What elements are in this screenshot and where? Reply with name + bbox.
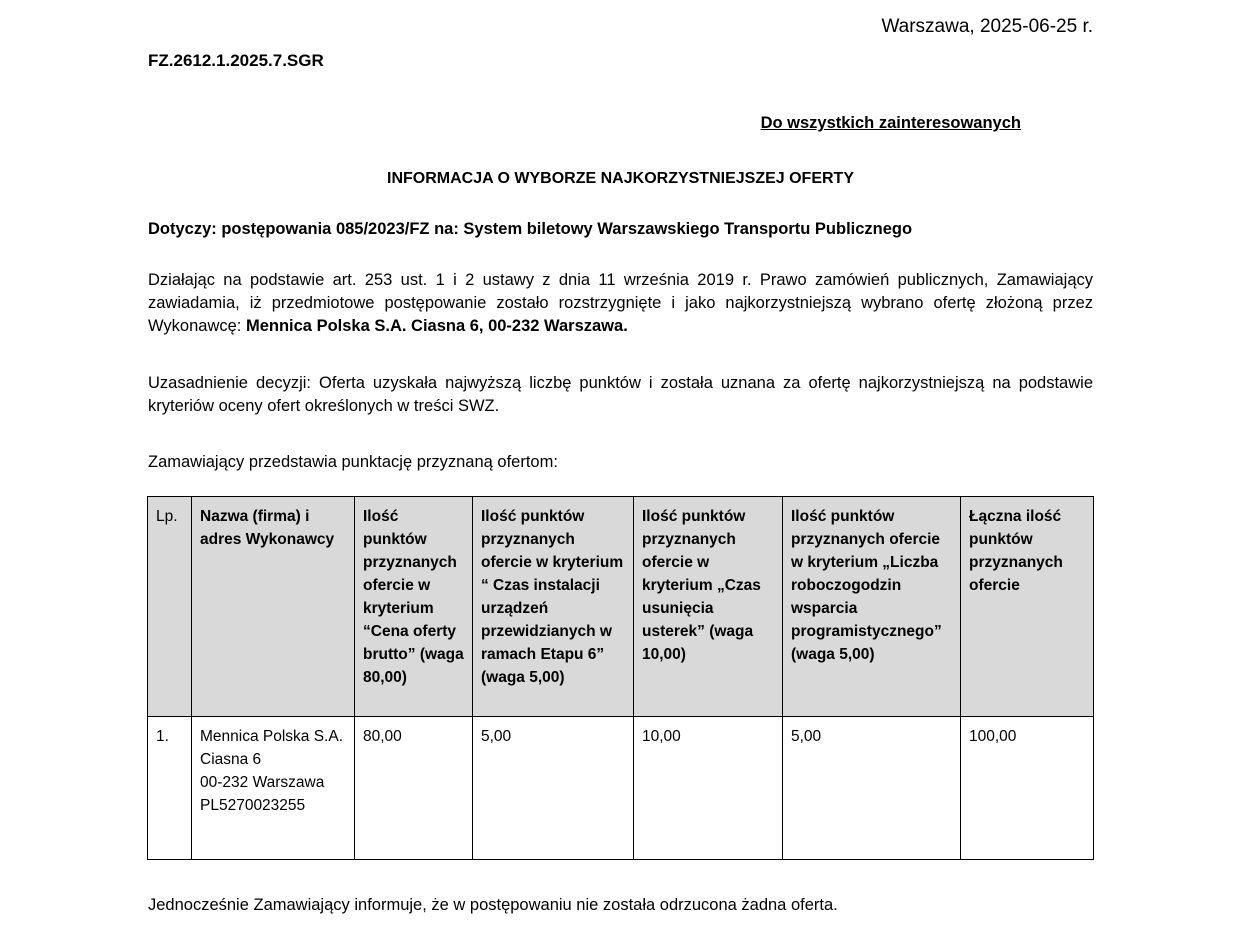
contractor-street: Ciasna 6 xyxy=(200,751,262,768)
header-support-criterion: Ilość punktów przyznanych ofercie w kryterium „Liczba roboczogodzin wsparcia programistycznego” (waga 5,00) xyxy=(783,497,961,717)
rejection-note: Jednocześnie Zamawiający informuje, że w postępowaniu nie została odrzucona żadna oferta. xyxy=(148,896,838,914)
contractor-name: Mennica Polska S.A. xyxy=(200,728,344,745)
subject-line: Dotyczy: postępowania 085/2023/FZ na: System biletowy Warszawskiego Transportu Publicznego xyxy=(148,220,913,238)
cell-support-points: 5,00 xyxy=(783,717,961,860)
contractor-city: 00-232 Warszawa xyxy=(200,774,325,791)
cell-repair-points: 10,00 xyxy=(634,717,783,860)
cell-total-points: 100,00 xyxy=(961,717,1094,860)
cell-price-points: 80,00 xyxy=(355,717,473,860)
header-total: Łączna ilość punktów przyznanych ofercie xyxy=(961,497,1094,717)
recipients-line: Do wszystkich zainteresowanych xyxy=(760,114,1021,132)
cell-install-points: 5,00 xyxy=(473,717,634,860)
decision-text: Działając na podstawie art. 253 ust. 1 i 2 ustawy z dnia 11 września 2019 r. Prawo zamówień publicznych, Zamawiający zawiadamia, iż przedmiotowe postępowanie zostało rozstrzygnięte i jako najkorzystniejszą wybrano ofertę złożoną przez Wykonawcę: xyxy=(148,271,1093,335)
scores-intro: Zamawiający przedstawia punktację przyznaną ofertom: xyxy=(148,453,558,471)
cell-lp: 1. xyxy=(148,717,192,860)
justification-paragraph: Uzasadnienie decyzji: Oferta uzyskała najwyższą liczbę punktów i została uznana za ofertę najkorzystniejszą na podstawie kryteriów oceny ofert określonych w treści SWZ. xyxy=(148,374,1093,415)
header-install-criterion: Ilość punktów przyznanych ofercie w kryterium “ Czas instalacji urządzeń przewidzianych w ramach Etapu 6” (waga 5,00) xyxy=(473,497,634,717)
header-repair-criterion: Ilość punktów przyznanych ofercie w kryterium „Czas usunięcia usterek” (waga 10,00) xyxy=(634,497,783,717)
table-row xyxy=(148,717,1094,860)
place-date: Warszawa, 2025-06-25 r. xyxy=(881,16,1093,37)
header-lp: Lp. xyxy=(148,497,192,717)
header-contractor: Nazwa (firma) i adres Wykonawcy xyxy=(192,497,355,717)
scores-table xyxy=(147,496,1094,860)
winner-name: Mennica Polska S.A. Ciasna 6, 00-232 Warszawa. xyxy=(245,317,628,335)
reference-number: FZ.2612.1.2025.7.SGR xyxy=(148,51,324,70)
header-price-criterion: Ilość punktów przyznanych ofercie w kryterium “Cena oferty brutto” (waga 80,00) xyxy=(355,497,473,717)
cell-contractor xyxy=(192,717,355,860)
decision-paragraph xyxy=(148,269,1093,338)
contractor-vat: PL5270023255 xyxy=(200,797,306,814)
document-title: INFORMACJA O WYBORZE NAJKORZYSTNIEJSZEJ OFERTY xyxy=(387,170,854,187)
table-header-row xyxy=(148,497,1094,717)
